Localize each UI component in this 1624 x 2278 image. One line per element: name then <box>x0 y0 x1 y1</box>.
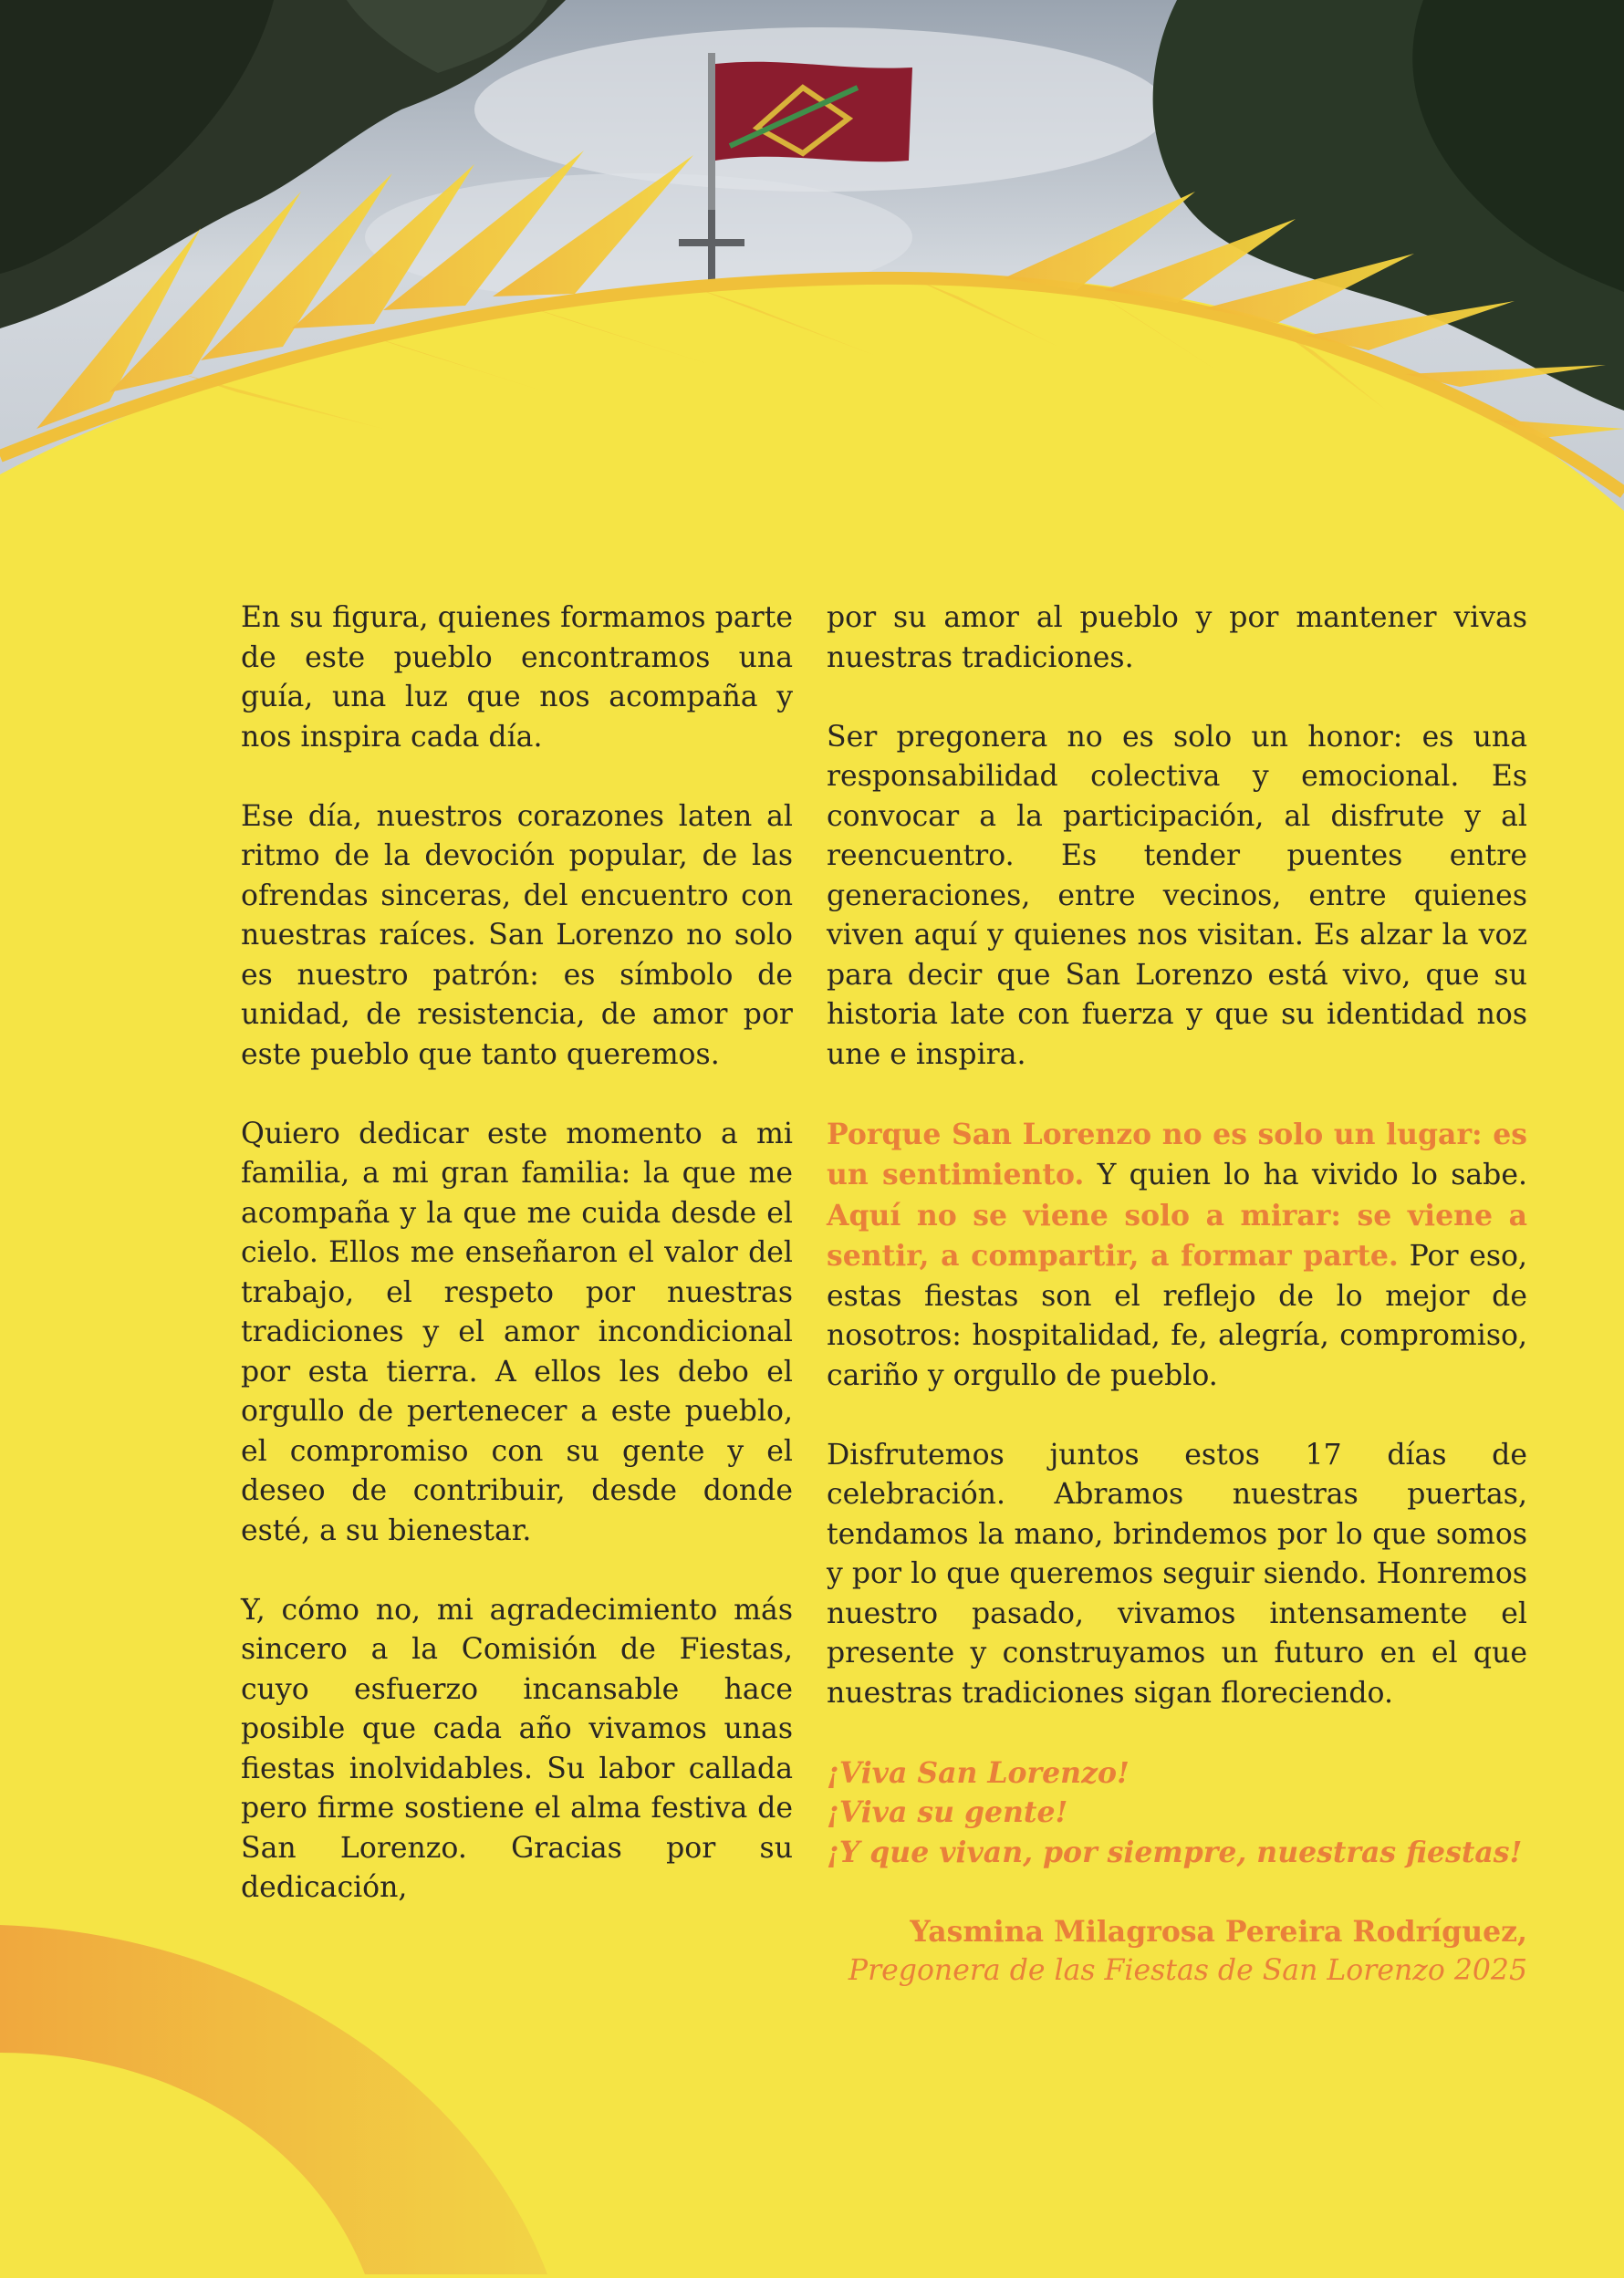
highlight-text: Porque San Lorenzo no es solo un lugar: es un sentimiento. <box>827 1117 1527 1191</box>
decorative-arc <box>0 1898 639 2274</box>
paragraph: Quiero dedicar este momento a mi familia, a mi gran familia: la que me acompaña y la que me cuida desde el cielo. Ellos me enseñaron el valor del trabajo, el respeto por nuestras tradiciones y el amor incondicional por esta tierra. A ellos les debo el orgullo de pertenecer a este pueblo, el compromiso con su gente y el deseo de contribuir, desde donde esté, a su bienestar. <box>241 1117 793 1547</box>
body-text: Y quien lo ha vivido lo sabe. <box>1084 1159 1527 1191</box>
paragraph: Y, cómo no, mi agradecimiento más sincero a la Comisión de Fiestas, cuyo esfuerzo incansable hace posible que cada año vivamos unas fiestas inolvidables. Su labor callada pero firme sostiene el alma festiva de San Lorenzo. Gracias por su dedicación, <box>241 1593 793 1904</box>
hero-photo <box>0 0 1624 547</box>
highlight-text: Aquí no se viene solo a mirar: se viene a sentir, a compartir, a formar parte. <box>827 1198 1527 1273</box>
paragraph: Ese día, nuestros corazones laten al ritmo de la devoción popular, de las ofrendas sinceras, del encuentro con nuestras raíces. San Lorenzo no solo es nuestro patrón: es símbolo de unidad, de resistencia, de amor por este pueblo que tanto queremos. <box>241 799 793 1071</box>
cheer-line: ¡Viva San Lorenzo! <box>827 1755 1130 1790</box>
paragraph: por su amor al pueblo y por mantener vivas nuestras tradiciones. <box>827 601 1527 674</box>
paragraph: Disfrutemos juntos estos 17 días de celebración. Abramos nuestras puertas, tendamos la mano, brindemos por lo que somos y por lo que queremos seguir siendo. Honremos nuestro pasado, vivamos intensamente el presente y construyamos un futuro en el que nuestras tradiciones sigan floreciendo. <box>827 1438 1527 1710</box>
paragraph: En su figura, quienes formamos parte de este pueblo encontramos una guía, una luz que nos acompaña y nos inspira cada día. <box>241 601 793 754</box>
body-text: Por eso, estas fiestas son el reflejo de lo mejor de nosotros: hospitalidad, fe, alegría, compromiso, cariño y orgullo de pueblo. <box>827 1240 1527 1392</box>
signature <box>827 1912 1527 1992</box>
signature-name: Yasmina Milagrosa Pereira Rodríguez, <box>910 1914 1527 1949</box>
cheer-line: ¡Viva su gente! <box>827 1795 1068 1829</box>
flag-on-pole-photo <box>0 0 1624 547</box>
signature-role: Pregonera de las Fiestas de San Lorenzo 2025 <box>848 1954 1527 1987</box>
paragraph: Ser pregonera no es solo un honor: es una responsabilidad colectiva y emocional. Es convocar a la participación, al disfrute y al reencuentro. Es tender puentes entre generaciones, entre vecinos, entre quienes viven aquí y quienes nos visitan. Es alzar la voz para decir que San Lorenzo está vivo, que su historia late con fuerza y que su identidad nos une e inspira. <box>827 720 1527 1071</box>
cheers <box>827 1753 1527 1873</box>
cheer-line: ¡Y que vivan, por siempre, nuestras fiestas! <box>827 1835 1523 1869</box>
right-text-column <box>827 598 1527 1992</box>
paragraph <box>827 1115 1527 1397</box>
left-text-column <box>241 598 793 1948</box>
